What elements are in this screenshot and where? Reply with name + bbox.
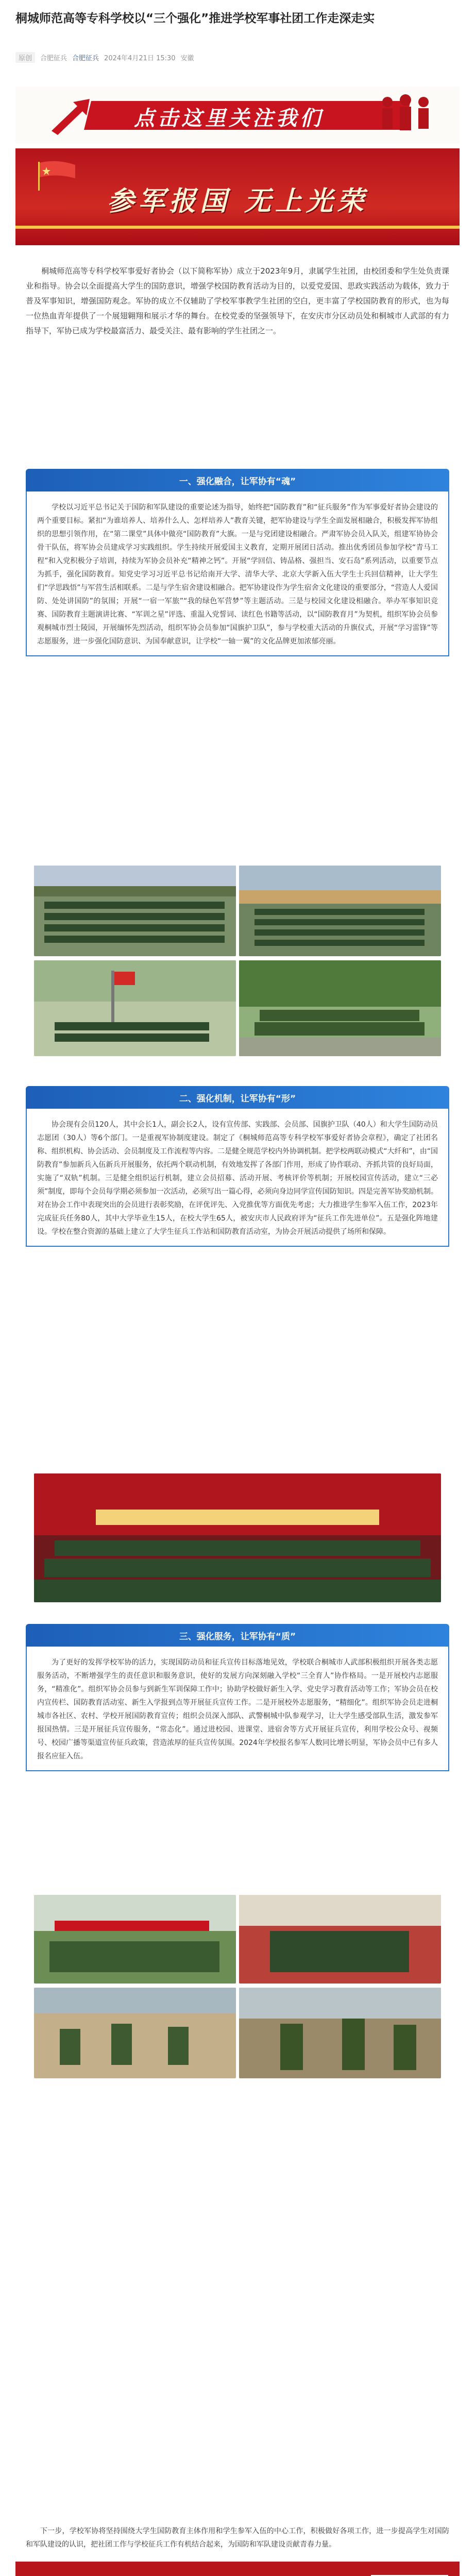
follow-us-text: 点击这里关注我们 xyxy=(134,107,324,130)
follow-us-banner[interactable] xyxy=(15,87,460,143)
arrow-icon xyxy=(46,96,93,136)
field-work-photo xyxy=(34,1988,236,2078)
section-strengthen-service xyxy=(26,1624,449,1771)
section-heading-bar xyxy=(26,1624,449,1647)
banner-stripe xyxy=(15,226,460,229)
recruitment-office-footer xyxy=(15,2562,460,2576)
section-strengthen-mechanism xyxy=(26,1086,449,1247)
tree-planting-photo xyxy=(239,1988,441,2078)
article-meta xyxy=(15,52,194,63)
publish-date: 2024年4月21日 15:30 xyxy=(104,54,176,62)
section-body xyxy=(26,1647,449,1771)
original-badge: 原创 xyxy=(15,52,35,63)
emblem-decoration-icon xyxy=(15,2562,460,2576)
section-body xyxy=(26,1109,449,1247)
section-heading: 一、强化融合，让军协有“魂” xyxy=(179,476,296,487)
article-title: 桐城师范高等专科学校以“三个强化”推进学校军事社团工作走深走实 xyxy=(15,12,375,25)
volunteer-event-photo xyxy=(34,1895,236,1984)
section-strengthen-integration xyxy=(26,469,449,656)
section-heading-bar xyxy=(26,469,449,492)
drill-formation-photo xyxy=(34,866,236,956)
section-heading: 三、强化服务，让军协有“质” xyxy=(179,1631,296,1642)
group-photo xyxy=(239,960,441,1056)
enlist-slogan: 参军报国 无上光荣 xyxy=(107,186,368,217)
publish-location: 安徽 xyxy=(180,54,194,62)
section-heading: 二、强化机制，让军协有“形” xyxy=(179,1093,296,1104)
source-account-link[interactable]: 合肥征兵 xyxy=(72,54,99,62)
enlist-banner xyxy=(15,148,460,245)
section-body xyxy=(26,492,449,656)
section-paragraph: 协会现有会员120人，其中会长1人，副会长2人，设有宣传部、实践部、会员部、国旗护卫队（40人）和大学生国防动员志愿团（30人）等6个部门。一是重视军协制度建设。制定了《桐城师范高等专科学校军事爱好者协会章程》，确定了社团名称、组织机构、协会活动、会员制度及工作流程等内容。二是健全规范学校内外协调机制。把学校两联动模式“大纤和”，由“国防教育”参加新兵入伍新兵开展服务，依托两个联动机制，有效地发挥了各部门作用，形成了协作联动、齐抓共管的良好局面，实施了“双轨”机制。三是健全组织运行机制，建立会员招募、活动开展、考核评价等机制；开展校园宣传活动，建立“三必须”制度，即每个会员每学期必须参加一次活动，必须写出一篇心得，必须向身边同学宣传国防知识。四是完善军协奖励机制。对在协会工作中表现突出的会员进行表彰奖励，在评优评先、入党推优等方面优先考虑；大力推进学生参军入伍工作，2023年完成征兵任务80人，其中大学毕业生15人，在校大学生65人，被安庆市人民政府评为“征兵工作先进单位”。五是强化阵地建设。学校在整合资源的基础上建立了大学生征兵工作站和国防教育活动室，为协会开展活动提供了场所和保障。 xyxy=(37,1121,438,1236)
closing-paragraph: 下一步，学校军协将坚持围绕大学生国防教育主体作用和学生参军入伍的中心工作，积极做好各项工作，进一步提高学生对国防和军队建设的认识，把社团工作与学校征兵工作有机结合起来，为国防和军队建设贡献青春力量。 xyxy=(26,2527,449,2549)
section-paragraph: 学校以习近平总书记关于国防和军队建设的重要论述为指导，始终把“国防教育”和“征兵服务”作为军事爱好者协会建设的两个重要目标。紧扣“为谁培养人、培养什么人、怎样培养人”教育关键，把军协建设与学生全面发展相融合，积极发挥军协组织的思想引领作用，在“第二课堂”具体中做亮“国防教育”大旗。一是与党团建设相融合。严肃军协会员入队关，组建军协协会骨干队伍，将军协会员建成学习实践组织。学生持续开展爱国主义教育，定期开展团日活动。推出优秀团员参加学校“青马工程”和入党积极分子培训，持续为军协会员补充“精神之钙”。开展“学回信、铸品格、强担当、安石岛”系列活动，以重要节点为抓手，强化国防教育。知党史学习习近平总书记给南开大学、清华大学、北京大学新入伍大学生士兵回信精神，让大学生们“学思践悟”与军营生活相联系。二是与学生宿舍建设相融合。把军协建设作为学生宿舍文化建设的重要部分，“营造人人爱国防、处处讲国防”的氛围；开展“一宿一军旅”“我的绿色军营梦”等主题活动。三是与校园文化建设相融合。举办军事知识竞赛、国防教育主题演讲比赛、“军训之星”评选、重温入党誓词、读红色书籍等活动，以“国防教育月”为契机，组织军协会员参观桐城市烈士陵园，开展缅怀先烈活动，组织军协会员参加“国旗护卫队”，参与学校重大活动的升旗仪式，开展“学习雷锋”等志愿服务，进一步强化国防意识、为国奉献意识，让学校“一轴一翼”的文化品牌更加浓郁亮丽。 xyxy=(37,503,438,646)
author-name: 合肥征兵 xyxy=(40,54,67,62)
section-heading-bar xyxy=(26,1086,449,1109)
service-station-photo xyxy=(239,1895,441,1984)
soldier-silhouette-icon xyxy=(372,92,439,138)
recruitment-assembly-photo xyxy=(34,1473,441,1602)
flag-ceremony-photo xyxy=(34,960,236,1056)
parade-square-photo xyxy=(239,866,441,956)
intro-paragraph: 桐城师范高等专科学校军事爱好者协会（以下简称军协）成立于2023年9月，隶属学生社团，由校团委和学生处负责课业和指导。协会以全面提高大学生的国防意识，增强学校国防教育活动为目的，以爱党爱国、思政实践活动为载体，致力于普及军事知识，增强国防观念。军协的成立不仅辅助了学校军事教学生社团的空白，更丰富了学校国防教育的形式，也为每一位热血青年提供了一个展翅翱翔和展示才华的舞台。在校党委的坚强领导下，在安庆市分区动员处和桐城市人武部的有力指导下，军协已成为学校最富活力、最受关注、最有影响的学生社团之一。 xyxy=(26,266,449,335)
section-paragraph: 为了更好的发挥学校军协的活力，实现国防动员和征兵宣传目标落地见效，学校联合桐城市人武部积极组织开展各类志愿服务活动，不断增强学生的责任意识和服务意识，使好的发展方向深刻融入学校“三全育人”协作格局。一是开展校内志愿服务，“精准化”。组织军协会员参与到新生军训保障工作中；协助学校做好新生入学、党史学习教育活动等工作；军协会员在校内宣传栏、国防教育活动室、新生入学报到点等开展征兵宣传工作。二是开展校外志愿服务，“精细化”。组织军协会员走进桐城市各社区、农村、学校开展国防教育宣传；组织会员深入部队、武警桐城中队参观学习，让大学生感受部队生活，激发参军报国热情。三是开展征兵宣传服务，“常态化”。通过进校园、进课堂、进宿舍等方式开展征兵宣传，利用学校公众号、视频号、校园广播等渠道宣传征兵政策，营造浓厚的征兵宣传氛围。2024年学校报名参军人数同比增长明显，军协会员中已有多人报名应征入伍。 xyxy=(37,1658,438,1760)
